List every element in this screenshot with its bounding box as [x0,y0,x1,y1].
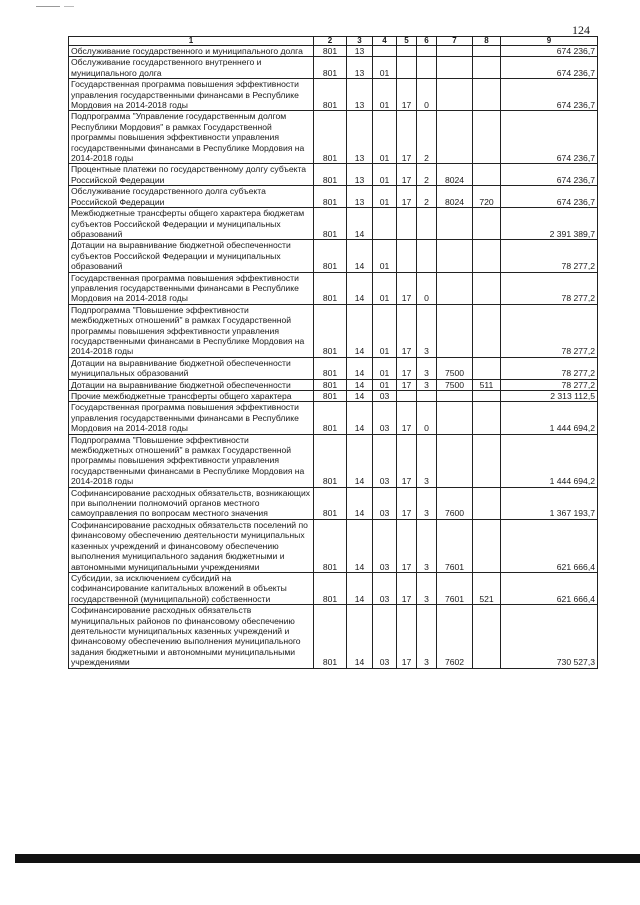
gov-code-cell: 801 [314,605,347,668]
subprogram-code-cell: 2 [417,111,437,164]
subsection-code-cell: 01 [373,57,397,79]
target-code-cell: 7601 [437,572,473,604]
program-code-cell: 17 [397,111,417,164]
row-name-cell: Подпрограмма "Повышение эффективности межбюджетных отношений" в рамках Государственной программы повышения эффективности управления государственными финансами в Республике Мордовия на 2014-2018 годы [69,304,314,357]
column-header: 1 [69,37,314,46]
subprogram-code-cell: 0 [417,272,437,304]
subprogram-code-cell: 3 [417,434,437,487]
subprogram-code-cell [417,208,437,240]
table-row [69,572,598,604]
gov-code-cell: 801 [314,164,347,186]
subsection-code-cell: 03 [373,519,397,572]
subprogram-code-cell: 0 [417,402,437,434]
gov-code-cell: 801 [314,304,347,357]
table-row [69,519,598,572]
section-code-cell: 14 [347,572,373,604]
scan-artifact-line [64,6,74,7]
gov-code-cell: 801 [314,111,347,164]
column-header: 9 [501,37,598,46]
section-code-cell: 14 [347,434,373,487]
subsection-code-cell: 01 [373,379,397,390]
program-code-cell: 17 [397,434,417,487]
section-code-cell: 14 [347,402,373,434]
expense-type-cell [473,240,501,272]
table-row [69,379,598,390]
row-name-cell: Прочие межбюджетные трансферты общего характера [69,391,314,402]
amount-cell: 730 527,3 [501,605,598,668]
program-code-cell: 17 [397,519,417,572]
subsection-code-cell [373,208,397,240]
target-code-cell [437,240,473,272]
subsection-code-cell [373,46,397,57]
amount-cell: 674 236,7 [501,79,598,111]
target-code-cell: 7602 [437,605,473,668]
subsection-code-cell: 03 [373,605,397,668]
expense-type-cell [473,605,501,668]
subprogram-code-cell: 2 [417,186,437,208]
table-row [69,186,598,208]
target-code-cell [437,79,473,111]
amount-cell: 78 277,2 [501,357,598,379]
subprogram-code-cell: 3 [417,304,437,357]
expense-type-cell [473,208,501,240]
gov-code-cell: 801 [314,186,347,208]
program-code-cell: 17 [397,379,417,390]
expense-type-cell: 521 [473,572,501,604]
row-name-cell: Обслуживание государственного и муниципального долга [69,46,314,57]
program-code-cell: 17 [397,79,417,111]
table-row [69,391,598,402]
section-code-cell: 13 [347,111,373,164]
table-row [69,357,598,379]
section-code-cell: 14 [347,357,373,379]
gov-code-cell: 801 [314,379,347,390]
table-row [69,57,598,79]
column-header: 3 [347,37,373,46]
gov-code-cell: 801 [314,57,347,79]
row-name-cell: Государственная программа повышения эффективности управления государственными финансами в Республике Мордовия на 2014-2018 годы [69,79,314,111]
column-header: 7 [437,37,473,46]
subprogram-code-cell [417,57,437,79]
column-header: 6 [417,37,437,46]
target-code-cell [437,111,473,164]
program-code-cell [397,57,417,79]
gov-code-cell: 801 [314,272,347,304]
page-number: 124 [572,23,590,37]
amount-cell: 78 277,2 [501,379,598,390]
amount-cell: 78 277,2 [501,304,598,357]
target-code-cell: 7500 [437,357,473,379]
subprogram-code-cell: 2 [417,164,437,186]
row-name-cell: Софинансирование расходных обязательств поселений по финансовому обеспечению деятельности муниципальных казенных учреждений и финансовому обеспечению выполнения муниципального задания бюджетными и автономными муниципальными учреждениями [69,519,314,572]
table-row [69,240,598,272]
expense-type-cell [473,357,501,379]
expense-type-cell [473,519,501,572]
column-header: 8 [473,37,501,46]
amount-cell: 621 666,4 [501,519,598,572]
target-code-cell: 8024 [437,186,473,208]
expense-type-cell: 720 [473,186,501,208]
section-code-cell: 14 [347,605,373,668]
row-name-cell: Дотации на выравнивание бюджетной обеспеченности [69,379,314,390]
subsection-code-cell: 01 [373,79,397,111]
program-code-cell: 17 [397,304,417,357]
table-row [69,164,598,186]
gov-code-cell: 801 [314,391,347,402]
subsection-code-cell: 03 [373,487,397,519]
amount-cell: 621 666,4 [501,572,598,604]
expense-type-cell [473,46,501,57]
program-code-cell [397,46,417,57]
section-code-cell: 13 [347,164,373,186]
program-code-cell: 17 [397,402,417,434]
subprogram-code-cell [417,391,437,402]
subsection-code-cell: 01 [373,164,397,186]
subprogram-code-cell: 3 [417,519,437,572]
gov-code-cell: 801 [314,402,347,434]
subprogram-code-cell: 3 [417,487,437,519]
table-row [69,79,598,111]
section-code-cell: 14 [347,519,373,572]
row-name-cell: Дотации на выравнивание бюджетной обеспеченности субъектов Российской Федерации и муниципальных образований [69,240,314,272]
subsection-code-cell: 01 [373,240,397,272]
program-code-cell [397,208,417,240]
target-code-cell [437,57,473,79]
program-code-cell: 17 [397,572,417,604]
target-code-cell: 8024 [437,164,473,186]
target-code-cell [437,46,473,57]
gov-code-cell: 801 [314,487,347,519]
expense-type-cell [473,57,501,79]
program-code-cell: 17 [397,186,417,208]
target-code-cell [437,434,473,487]
subprogram-code-cell: 3 [417,357,437,379]
program-code-cell [397,240,417,272]
target-code-cell [437,272,473,304]
table-row [69,605,598,668]
target-code-cell [437,402,473,434]
expense-type-cell [473,487,501,519]
program-code-cell: 17 [397,164,417,186]
expense-type-cell [473,402,501,434]
gov-code-cell: 801 [314,79,347,111]
table-row [69,46,598,57]
subsection-code-cell: 03 [373,391,397,402]
section-code-cell: 14 [347,391,373,402]
row-name-cell: Софинансирование расходных обязательств муниципальных районов по финансовому обеспечению деятельности муниципальных казенных учреждений и финансовому обеспечению выполнения муниципального задания бюджетными и автономными муниципальными учреждениями [69,605,314,668]
section-code-cell: 14 [347,208,373,240]
subprogram-code-cell [417,240,437,272]
amount-cell: 1 444 694,2 [501,434,598,487]
amount-cell: 674 236,7 [501,111,598,164]
subprogram-code-cell: 3 [417,605,437,668]
target-code-cell [437,208,473,240]
target-code-cell: 7500 [437,379,473,390]
amount-cell: 78 277,2 [501,272,598,304]
amount-cell: 674 236,7 [501,46,598,57]
row-name-cell: Софинансирование расходных обязательств, возникающих при выполнении полномочий органов местного самоуправления по вопросам местного значения [69,487,314,519]
amount-cell: 2 391 389,7 [501,208,598,240]
row-name-cell: Подпрограмма "Повышение эффективности межбюджетных отношений" в рамках Государственной программы повышения эффективности управления государственными финансами в Республике Мордовия на 2014-2018 годы [69,434,314,487]
scan-artifact-line [36,6,60,7]
subprogram-code-cell: 0 [417,79,437,111]
amount-cell: 2 313 112,5 [501,391,598,402]
expense-type-cell [473,304,501,357]
program-code-cell: 17 [397,487,417,519]
expense-type-cell: 511 [473,379,501,390]
gov-code-cell: 801 [314,46,347,57]
row-name-cell: Межбюджетные трансферты общего характера бюджетам субъектов Российской Федерации и муниципальных образований [69,208,314,240]
budget-table [68,36,598,669]
scan-bottom-edge [15,854,640,863]
section-code-cell: 14 [347,379,373,390]
amount-cell: 674 236,7 [501,164,598,186]
section-code-cell: 13 [347,57,373,79]
subsection-code-cell: 01 [373,304,397,357]
section-code-cell: 13 [347,79,373,111]
section-code-cell: 14 [347,240,373,272]
subsection-code-cell: 03 [373,434,397,487]
subprogram-code-cell: 3 [417,379,437,390]
gov-code-cell: 801 [314,519,347,572]
program-code-cell: 17 [397,357,417,379]
table-row [69,272,598,304]
section-code-cell: 13 [347,186,373,208]
gov-code-cell: 801 [314,357,347,379]
expense-type-cell [473,111,501,164]
section-code-cell: 14 [347,304,373,357]
column-header: 5 [397,37,417,46]
expense-type-cell [473,79,501,111]
amount-cell: 1 444 694,2 [501,402,598,434]
table-body [69,46,598,669]
subprogram-code-cell [417,46,437,57]
table-row [69,487,598,519]
gov-code-cell: 801 [314,240,347,272]
expense-type-cell [473,391,501,402]
gov-code-cell: 801 [314,208,347,240]
subsection-code-cell: 03 [373,402,397,434]
table-header-row [69,37,598,46]
row-name-cell: Дотации на выравнивание бюджетной обеспеченности муниципальных образований [69,357,314,379]
column-header: 2 [314,37,347,46]
amount-cell: 1 367 193,7 [501,487,598,519]
row-name-cell: Государственная программа повышения эффективности управления государственными финансами в Республике Мордовия на 2014-2018 годы [69,402,314,434]
amount-cell: 78 277,2 [501,240,598,272]
program-code-cell: 17 [397,605,417,668]
row-name-cell: Подпрограмма "Управление государственным долгом Республики Мордовия" в рамках Государственной программы повышения эффективности управления государственными финансами в Республике Мордовия на 2014-2018 годы [69,111,314,164]
table-row [69,111,598,164]
column-header: 4 [373,37,397,46]
expense-type-cell [473,434,501,487]
gov-code-cell: 801 [314,572,347,604]
amount-cell: 674 236,7 [501,57,598,79]
section-code-cell: 13 [347,46,373,57]
subsection-code-cell: 01 [373,186,397,208]
subsection-code-cell: 01 [373,357,397,379]
table-row [69,434,598,487]
subsection-code-cell: 01 [373,272,397,304]
expense-type-cell [473,164,501,186]
section-code-cell: 14 [347,487,373,519]
row-name-cell: Субсидии, за исключением субсидий на софинансирование капитальных вложений в объекты государственной (муниципальной) собственности [69,572,314,604]
expense-type-cell [473,272,501,304]
target-code-cell: 7601 [437,519,473,572]
row-name-cell: Обслуживание государственного долга субъекта Российской Федерации [69,186,314,208]
subsection-code-cell: 03 [373,572,397,604]
section-code-cell: 14 [347,272,373,304]
gov-code-cell: 801 [314,434,347,487]
program-code-cell: 17 [397,272,417,304]
row-name-cell: Процентные платежи по государственному долгу субъекта Российской Федерации [69,164,314,186]
target-code-cell: 7600 [437,487,473,519]
target-code-cell [437,304,473,357]
table-row [69,208,598,240]
table-row [69,402,598,434]
table-row [69,304,598,357]
row-name-cell: Обслуживание государственного внутреннего и муниципального долга [69,57,314,79]
subprogram-code-cell: 3 [417,572,437,604]
row-name-cell: Государственная программа повышения эффективности управления государственными финансами в Республике Мордовия на 2014-2018 годы [69,272,314,304]
program-code-cell [397,391,417,402]
subsection-code-cell: 01 [373,111,397,164]
amount-cell: 674 236,7 [501,186,598,208]
target-code-cell [437,391,473,402]
